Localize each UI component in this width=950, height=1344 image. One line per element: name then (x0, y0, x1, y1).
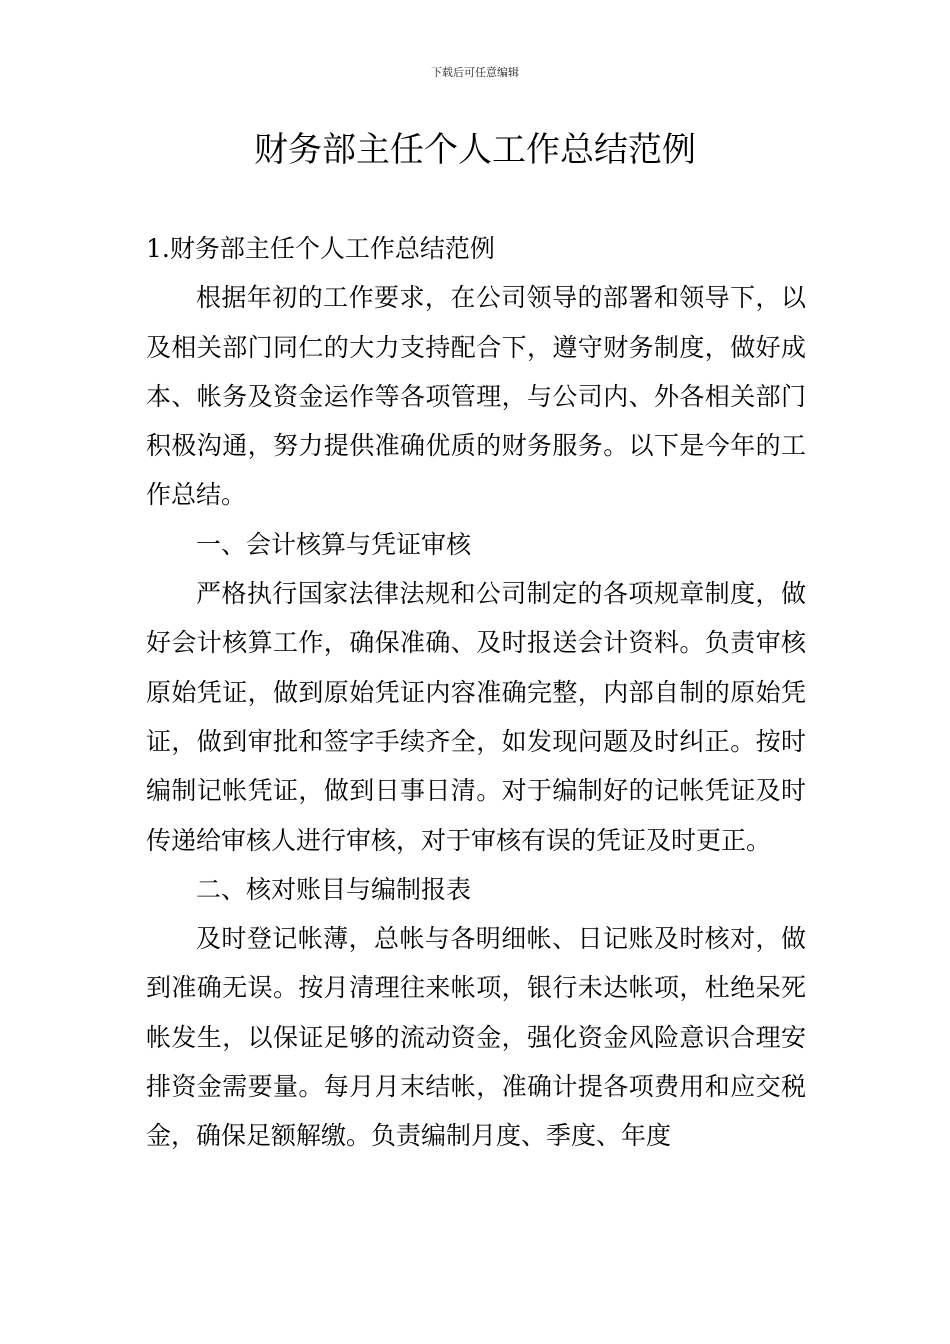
document-subtitle: 1.财务部主任个人工作总结范例 (146, 234, 495, 263)
document-body (146, 224, 806, 1161)
section-heading-reconciliation: 二、核对账目与编制报表 (196, 874, 472, 904)
document-title: 财务部主任个人工作总结范例 (254, 130, 696, 170)
header-note: 下载后可任意编辑 (431, 66, 519, 79)
intro-paragraph: 根据年初的工作要求，在公司领导的部署和领导下，以及相关部门同仁的大力支持配合下，遵守财务制度，做好成本、帐务及资金运作等各项管理，与公司内、外各相关部门积极沟通，努力提供准确优质的财务服务。以下是今年的工作总结。 (146, 283, 806, 510)
section-body-accounting: 严格执行国家法律法规和公司制定的各项规章制度，做好会计核算工作，确保准确、及时报送会计资料。负责审核原始凭证，做到原始凭证内容准确完整，内部自制的原始凭证，做到审批和签字手续齐全，如发现问题及时纠正。按时编制记帐凭证，做到日事日清。对于编制好的记帐凭证及时传递给审核人进行审核，对于审核有误的凭证及时更正。 (146, 579, 806, 855)
section-body-reconciliation: 及时登记帐薄，总帐与各明细帐、日记账及时核对，做到准确无误。按月清理往来帐项，银行未达帐项，杜绝呆死帐发生，以保证足够的流动资金，强化资金风险意识合理安排资金需要量。每月月末结帐，准确计提各项费用和应交税金，确保足额解缴。负责编制月度、季度、年度 (146, 924, 806, 1151)
section-heading-accounting: 一、会计核算与凭证审核 (196, 529, 472, 559)
